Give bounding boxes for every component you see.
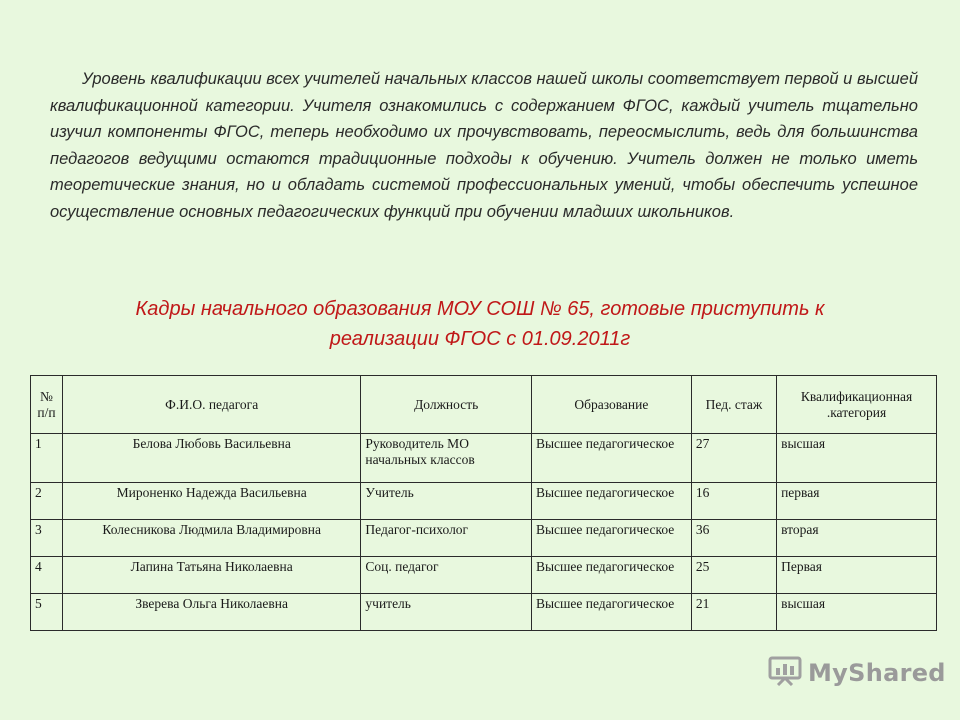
cell-num: 2	[31, 483, 63, 520]
cell-name: Зверева Ольга Николаевна	[62, 594, 360, 631]
cell-education: Высшее педагогическое	[531, 594, 691, 631]
header-num: № п/п	[31, 376, 63, 434]
cell-num: 5	[31, 594, 63, 631]
cell-num: 1	[31, 434, 63, 483]
cell-num: 4	[31, 557, 63, 594]
cell-category: первая	[777, 483, 937, 520]
table-row	[31, 434, 937, 483]
table-row	[31, 594, 937, 631]
cell-position: учитель	[361, 594, 532, 631]
watermark-logo	[768, 656, 946, 690]
table-header-row	[31, 376, 937, 434]
cell-education: Высшее педагогическое	[531, 483, 691, 520]
cell-position: Учитель	[361, 483, 532, 520]
cell-category: высшая	[777, 434, 937, 483]
cell-position: Руководитель МО начальных классов	[361, 434, 532, 483]
presentation-board-icon	[768, 656, 802, 690]
table-row	[31, 520, 937, 557]
cell-category: вторая	[777, 520, 937, 557]
table-heading-line-1: Кадры начального образования МОУ СОШ № 65, готовые приступить к	[135, 298, 825, 320]
cell-experience: 25	[691, 557, 776, 594]
table-row	[31, 557, 937, 594]
staff-table	[30, 375, 937, 631]
cell-name: Колесникова Людмила Владимировна	[62, 520, 360, 557]
cell-name: Лапина Татьяна Николаевна	[62, 557, 360, 594]
header-name: Ф.И.О. педагога	[62, 376, 360, 434]
intro-paragraph-text: Уровень квалификации всех учителей начальных классов нашей школы соответствует первой и высшей квалификационной категории. Учителя ознакомились с содержанием ФГОС, каждый учитель тщательно изучил компоненты ФГОС, теперь необходимо их прочувствовать, переосмыслить, ведь для большинства педагогов ведущими остаются традиционные подходы к обучению. Учитель должен не только иметь теоретические знания, но и обладать системой профессиональных умений, чтобы обеспечить успешное осуществление основных педагогических функций при обучении младших школьников.	[50, 70, 918, 221]
table-heading	[70, 294, 890, 354]
cell-name: Белова Любовь Васильевна	[62, 434, 360, 483]
watermark-text: MyShared	[808, 659, 946, 687]
cell-num: 3	[31, 520, 63, 557]
cell-category: высшая	[777, 594, 937, 631]
cell-position: Педагог-психолог	[361, 520, 532, 557]
cell-experience: 36	[691, 520, 776, 557]
table-heading-line-2: реализации ФГОС с 01.09.2011г	[329, 328, 631, 350]
header-category: Квалификационная .категория	[777, 376, 937, 434]
table-row	[31, 483, 937, 520]
cell-position: Соц. педагог	[361, 557, 532, 594]
intro-paragraph	[50, 66, 918, 225]
cell-experience: 16	[691, 483, 776, 520]
header-position: Должность	[361, 376, 532, 434]
cell-education: Высшее педагогическое	[531, 520, 691, 557]
cell-education: Высшее педагогическое	[531, 557, 691, 594]
header-experience: Пед. стаж	[691, 376, 776, 434]
cell-category: Первая	[777, 557, 937, 594]
cell-experience: 21	[691, 594, 776, 631]
cell-name: Мироненко Надежда Васильевна	[62, 483, 360, 520]
cell-education: Высшее педагогическое	[531, 434, 691, 483]
cell-experience: 27	[691, 434, 776, 483]
header-education: Образование	[531, 376, 691, 434]
